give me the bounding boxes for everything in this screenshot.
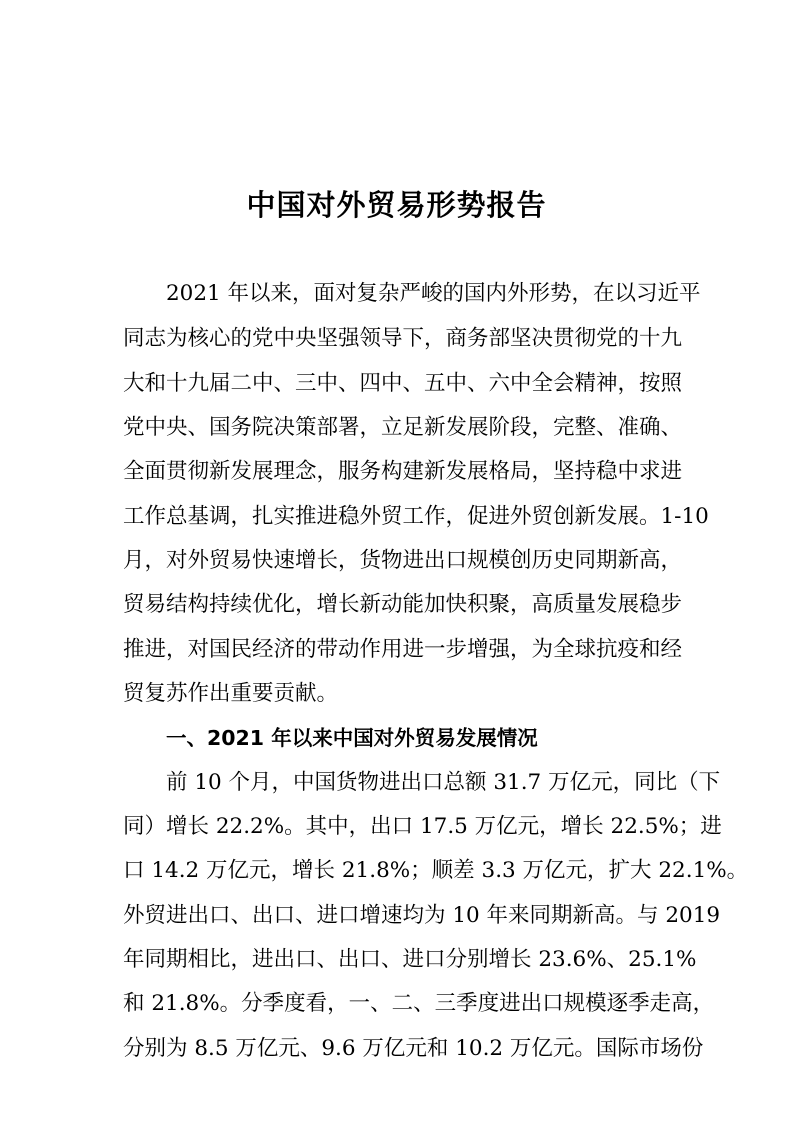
paragraph-line: 2021 年以来，面对复杂严峻的国内外形势，在以习近平: [166, 281, 701, 306]
paragraph-line: 推进，对国民经济的带动作用进一步增强，为全球抗疫和经: [123, 637, 683, 662]
paragraph-line: 贸复苏作出重要贡献。: [123, 681, 339, 706]
paragraph-line: 同志为核心的党中央坚强领导下，商务部坚决贯彻党的十九: [123, 326, 683, 351]
paragraph-line: 分别为 8.5 万亿元、9.6 万亿元和 10.2 万亿元。国际市场份: [123, 1036, 704, 1061]
paragraph-line: 全面贯彻新发展理念，服务构建新发展格局，坚持稳中求进: [123, 459, 683, 484]
paragraph-line: 大和十九届二中、三中、四中、五中、六中全会精神，按照: [123, 371, 683, 396]
paragraph-line: 工作总基调，扎实推进稳外贸工作，促进外贸创新发展。1-10: [123, 504, 709, 529]
paragraph-line: 口 14.2 万亿元，增长 21.8%；顺差 3.3 万亿元，扩大 22.1%。: [123, 858, 749, 883]
paragraph-line: 贸易结构持续优化，增长新动能加快积聚，高质量发展稳步: [123, 592, 683, 617]
paragraph-line: 前 10 个月，中国货物进出口总额 31.7 万亿元，同比（下: [166, 770, 721, 795]
paragraph-line: 和 21.8%。分季度看，一、二、三季度进出口规模逐季走高，: [123, 991, 715, 1016]
paragraph-line: 党中央、国务院决策部署，立足新发展阶段，完整、准确、: [123, 415, 683, 440]
document-title: 中国对外贸易形势报告: [246, 188, 547, 222]
paragraph-line: 月，对外贸易快速增长，货物进出口规模创历史同期新高，: [123, 548, 683, 573]
paragraph-line: 外贸进出口、出口、进口增速均为 10 年来同期新高。与 2019: [123, 903, 721, 928]
section-heading: 一、2021 年以来中国对外贸易发展情况: [166, 726, 538, 750]
paragraph-line: 同）增长 22.2%。其中，出口 17.5 万亿元，增长 22.5%；进: [123, 814, 722, 839]
paragraph-line: 年同期相比，进出口、出口、进口分别增长 23.6%、25.1%: [123, 947, 697, 972]
